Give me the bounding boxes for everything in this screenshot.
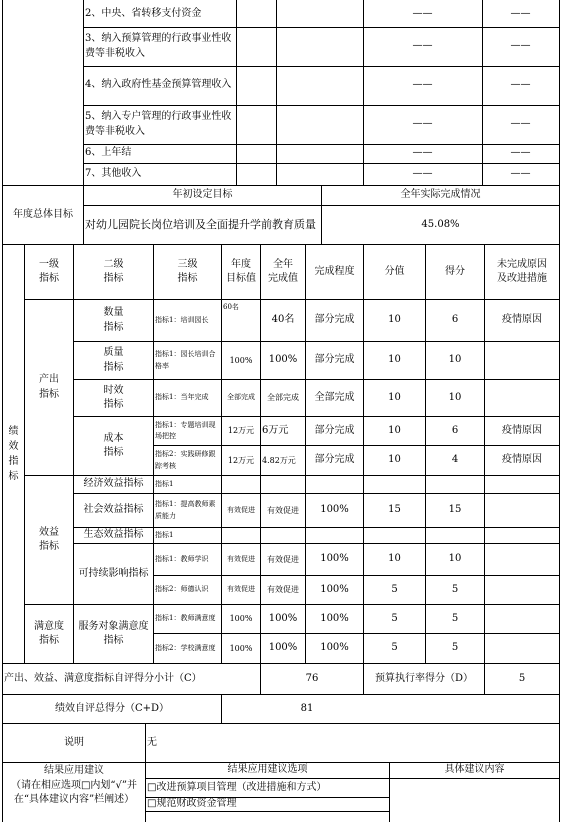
suggestion-option-checkbox[interactable]: □规范财政资金管理 xyxy=(147,798,237,810)
indicator-target: 有效促进 xyxy=(227,585,255,594)
indicator-got: 6 xyxy=(451,424,459,436)
indicator-score: 5 xyxy=(391,583,398,595)
dash-cell: —— xyxy=(412,40,433,52)
indicator-got: 10 xyxy=(448,391,462,403)
indicator-reason: 疫情原因 xyxy=(502,314,542,326)
annual-goal-actual-header: 全年实际完成情况 xyxy=(400,189,481,201)
funding-source-label: 6、上年结 xyxy=(85,147,132,159)
indicator-target: 100% xyxy=(229,643,253,653)
indicator-target: 100% xyxy=(229,614,253,624)
budget-execution-label: 预算执行率得分（D） xyxy=(374,672,474,684)
indicator-got: 5 xyxy=(451,612,459,624)
indicator-got: 6 xyxy=(451,314,459,326)
dash-cell: —— xyxy=(412,167,433,179)
level2-sustainable: 可持续影响指标 xyxy=(78,567,149,579)
indicator-reason xyxy=(485,380,559,416)
indicator-actual: 有效促进 xyxy=(267,505,299,515)
header-level1: 一级 指标 xyxy=(39,258,59,284)
indicator-actual: 100% xyxy=(268,642,298,654)
level1-satisfaction: 满意度 指标 xyxy=(34,620,64,646)
indicator-actual: 有效促进 xyxy=(267,554,299,564)
level2-ecological: 生态效益指标 xyxy=(83,529,144,541)
indicator-degree: 100% xyxy=(320,504,349,516)
indicator-degree: 部分完成 xyxy=(314,354,355,366)
indicator-name: 指标1：教师学识 xyxy=(155,554,209,563)
indicator-name: 指标1：教师满意度 xyxy=(155,614,216,623)
level2-quality: 质量 指标 xyxy=(103,347,124,373)
funding-source-label: 5、纳入专户管理的行政事业性收费等非税收入 xyxy=(85,111,232,137)
indicator-score: 10 xyxy=(388,314,401,326)
indicator-degree: 100% xyxy=(320,642,349,654)
indicator-got: 10 xyxy=(448,354,462,366)
annual-goal-set-header: 年初设定目标 xyxy=(172,189,233,201)
total-score-value: 81 xyxy=(300,702,314,714)
indicator-target: 有效促进 xyxy=(227,505,255,514)
header-got: 得分 xyxy=(445,265,465,277)
indicator-degree: 100% xyxy=(320,553,349,565)
header-actual: 全年 完成值 xyxy=(268,258,298,284)
note-value: 无 xyxy=(147,736,157,748)
dash-cell: —— xyxy=(510,147,531,159)
header-level2: 二级 指标 xyxy=(103,258,124,284)
indicator-degree: 全部完成 xyxy=(314,391,355,403)
dash-cell: —— xyxy=(510,79,531,91)
level2-timeliness: 时效 指标 xyxy=(103,384,124,410)
indicator-score: 10 xyxy=(388,553,401,565)
dash-cell: —— xyxy=(412,147,433,159)
budget-execution-value: 5 xyxy=(518,672,526,684)
indicator-score: 5 xyxy=(391,612,398,624)
indicator-reason: 疫情原因 xyxy=(502,454,542,466)
indicator-score: 10 xyxy=(388,391,401,403)
suggestion-left-label: 结果应用建议 （请在相应选项□内划“√”并在“具体建议内容”栏阐述） xyxy=(10,765,138,805)
note-label: 说明 xyxy=(64,736,84,748)
indicator-name: 指标1 xyxy=(155,530,174,539)
indicator-reason: 疫情原因 xyxy=(502,424,542,436)
indicator-target: 有效促进 xyxy=(227,554,255,563)
header-reason: 未完成原因 及改进措施 xyxy=(497,258,547,284)
indicator-name: 指标2：实践研修跟踪考核 xyxy=(155,450,216,470)
dash-cell: —— xyxy=(510,167,531,179)
level2-economic: 经济效益指标 xyxy=(83,478,144,490)
subtotal-value: 76 xyxy=(305,672,319,684)
indicator-actual: 40名 xyxy=(271,314,295,326)
total-score-label: 绩效自评总得分（C+D） xyxy=(54,702,170,714)
level2-quantity: 数量 指标 xyxy=(103,307,124,333)
indicator-degree: 100% xyxy=(320,612,349,624)
indicator-name: 指标1：园长培训合格率 xyxy=(155,350,216,370)
indicator-target: 12万元 xyxy=(227,455,255,465)
dash-cell: —— xyxy=(412,8,433,20)
header-target: 年度 目标值 xyxy=(226,258,256,284)
annual-goal-text: 对幼儿园院长岗位培训及全面提升学前教育质量 xyxy=(85,218,316,232)
indicator-name: 指标1：提高教师素质能力 xyxy=(155,500,216,520)
indicator-score: 10 xyxy=(388,454,401,466)
indicator-target: 100% xyxy=(229,355,253,365)
funding-source-label: 7、其他收入 xyxy=(85,167,142,179)
suggestion-content-header: 具体建议内容 xyxy=(444,764,505,776)
indicator-name: 指标2：学校满意度 xyxy=(155,643,216,652)
dash-cell: —— xyxy=(510,40,531,52)
dash-cell: —— xyxy=(412,79,433,91)
indicator-actual: 6万元 xyxy=(262,424,289,436)
level2-cost: 成本 指标 xyxy=(103,432,124,458)
subtotal-label: 产出、效益、满意度指标自评得分小计（C） xyxy=(4,672,202,684)
indicator-target: 60名 xyxy=(223,303,239,311)
indicator-got: 5 xyxy=(451,583,459,595)
header-score: 分值 xyxy=(384,265,405,277)
level2-social: 社会效益指标 xyxy=(83,504,144,516)
level1-effect: 效益 指标 xyxy=(39,526,59,552)
indicator-got: 15 xyxy=(448,504,462,516)
indicator-score: 5 xyxy=(391,642,398,654)
indicator-name: 指标1：当年完成 xyxy=(155,393,209,402)
header-level3: 三级 指标 xyxy=(177,258,198,284)
suggestion-option-checkbox[interactable]: □改进预算项目管理（改进措施和方式） xyxy=(147,781,327,793)
annual-goal-actual-value: 45.08% xyxy=(421,218,460,230)
indicator-got: 4 xyxy=(451,454,459,466)
indicator-degree: 部分完成 xyxy=(314,454,355,466)
indicator-got: 10 xyxy=(448,553,462,565)
dash-cell: —— xyxy=(510,118,531,130)
indicator-score: 10 xyxy=(388,354,401,366)
indicator-got: 5 xyxy=(451,642,459,654)
header-degree: 完成程度 xyxy=(314,265,355,277)
level1-output: 产出 指标 xyxy=(39,374,59,400)
indicator-actual: 100% xyxy=(268,354,298,366)
indicator-degree: 100% xyxy=(320,583,349,595)
indicator-target: 12万元 xyxy=(227,426,255,436)
indicator-actual: 有效促进 xyxy=(267,585,299,595)
indicator-actual: 100% xyxy=(268,612,298,624)
annual-goal-row-label: 年度总体目标 xyxy=(13,208,73,220)
indicator-name: 指标1 xyxy=(155,479,174,488)
indicator-actual: 全部完成 xyxy=(267,393,299,403)
indicator-reason xyxy=(485,342,559,379)
dash-cell: —— xyxy=(412,118,433,130)
performance-indicator-section-label: 绩效指标 xyxy=(8,426,19,482)
indicator-name: 指标1：专题培训现场把控 xyxy=(155,420,216,440)
indicator-degree: 部分完成 xyxy=(314,314,355,326)
indicator-name: 指标2：师德认识 xyxy=(155,585,209,594)
funding-source-label: 4、纳入政府性基金预算管理收入 xyxy=(85,79,232,91)
funding-source-label: 2、中央、省转移支付资金 xyxy=(85,8,202,20)
level2-service: 服务对象满意度 指标 xyxy=(78,620,149,646)
suggestion-options-header: 结果应用建议选项 xyxy=(227,764,308,776)
indicator-actual: 4.82万元 xyxy=(262,455,296,465)
indicator-score: 10 xyxy=(388,424,401,436)
indicator-name: 指标1：培训园长 xyxy=(155,315,209,324)
indicator-target: 全部完成 xyxy=(227,393,255,402)
indicator-score: 15 xyxy=(388,504,401,516)
dash-cell: —— xyxy=(510,8,531,20)
funding-source-label: 3、纳入预算管理的行政事业性收费等非税收入 xyxy=(85,33,232,59)
indicator-degree: 部分完成 xyxy=(314,424,355,436)
